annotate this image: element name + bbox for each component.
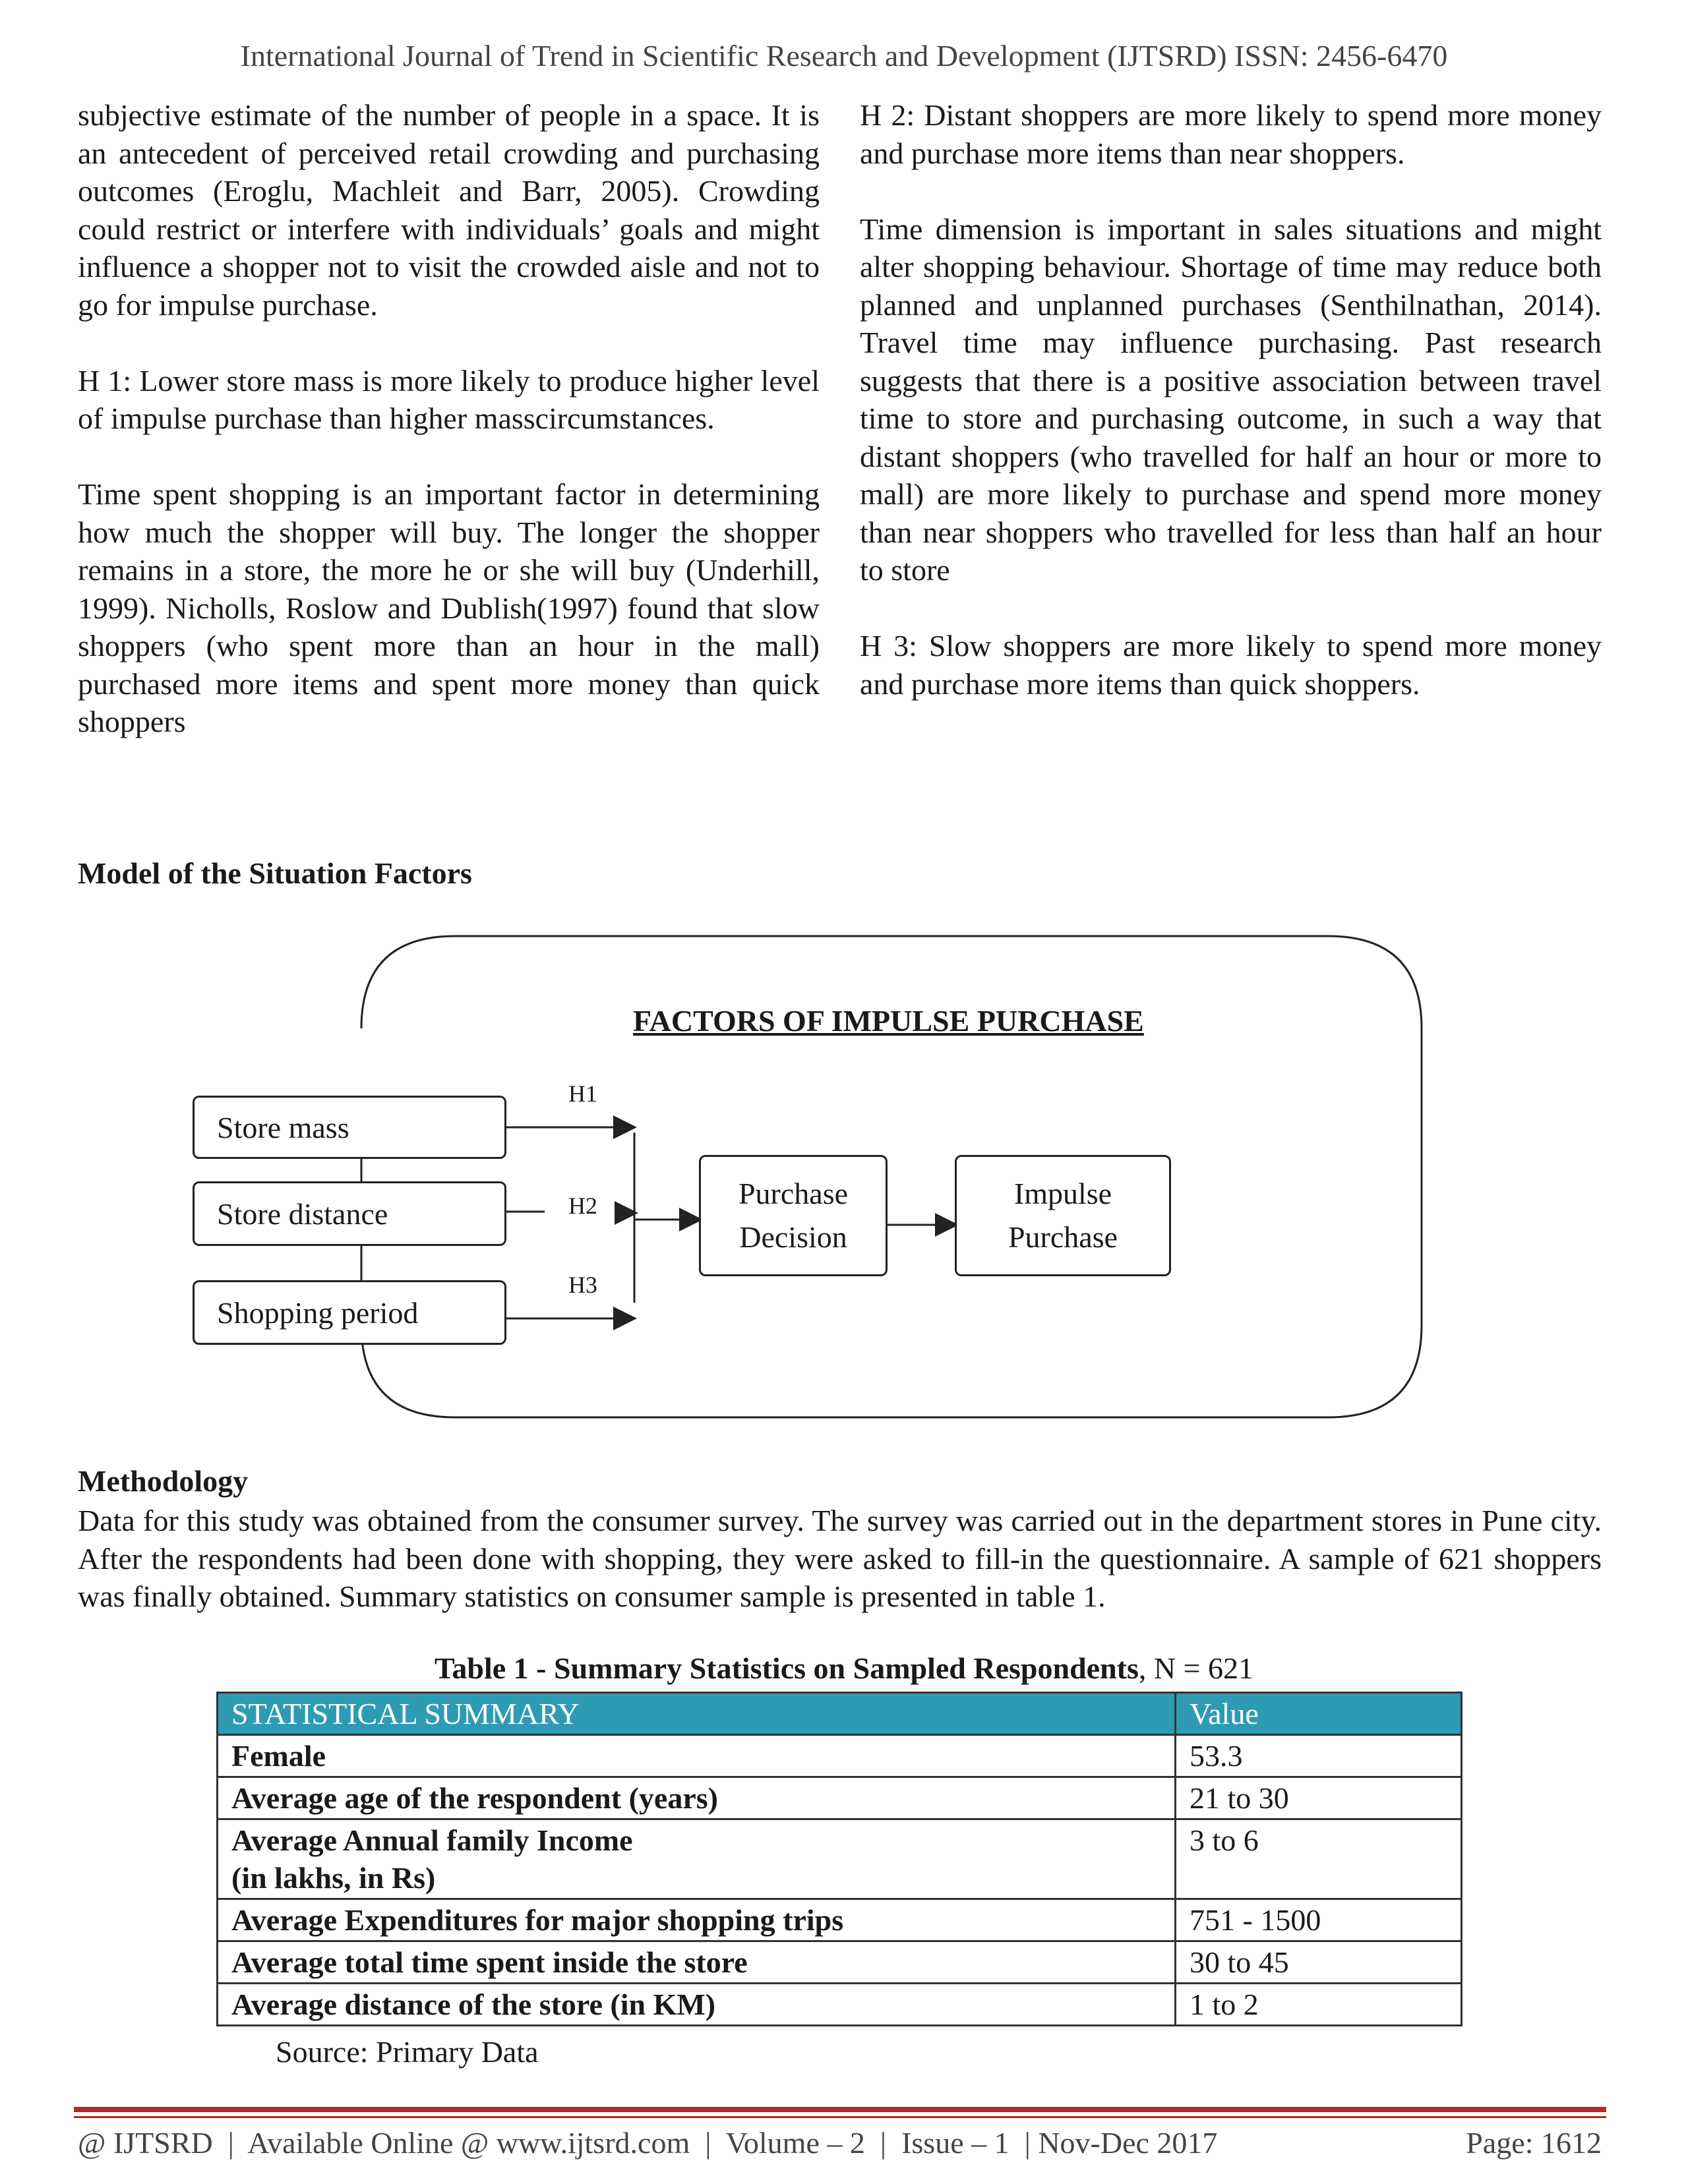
table-row [218,1819,1462,1899]
methodology-heading: Methodology [78,1464,249,1498]
table-row [218,1941,1462,1984]
row-value: 53.3 [1176,1735,1462,1777]
header-value: Value [1176,1693,1462,1735]
table-row [218,1735,1462,1777]
summary-statistics-table [216,1692,1462,2026]
row-label: Average age of the respondent (years) [218,1777,1176,1819]
hypothesis-2: H 2: Distant shoppers are more likely to spend more money and purchase more items than near shoppers. [860,98,1602,170]
h3-label: H3 [568,1272,597,1298]
factor-store-distance: Store distance [193,1181,506,1246]
row-label-line-1: Average Annual family Income [231,1823,633,1857]
paragraph-crowding: subjective estimate of the number of people in a space. It is an antecedent of perceived retail crowding and purchasing outcomes (Eroglu, Machleit and Barr, 2005). Crowding could restrict or interfere with individuals’ goals and might influence a shopper not to visit the crowded aisle and not to go for impulse purchase. [78,98,820,322]
methodology-text: Data for this study was obtained from the consumer survey. The survey was carried out in the department stores in Pune city. After the respondents had been done with shopping, they were asked to fill-in the questionnaire. A sample of 621 shoppers was finally obtained. Summary statistics on consumer sample is presented in table 1. [78,1504,1602,1613]
journal-header: International Journal of Trend in Scientific Research and Development (IJTSRD) ISSN: 2456-6470 [240,39,1448,73]
row-label: Female [218,1735,1176,1777]
outcome-line-1: Impulse [1013,1177,1112,1210]
outer-frame [361,936,1422,1417]
h1-label: H1 [568,1080,597,1107]
paragraph-time-spent: Time spent shopping is an important factor in determining how much the shopper will buy. The longer the shopper remains in a store, the more he or she will buy (Underhill, 1999). Nicholls, Roslow and Dublish(1997) found that slow shoppers (who spent more than an hour in the mall) purchased more items and spent more money than quick shoppers [78,477,820,738]
model-heading: Model of the Situation Factors [78,856,472,890]
table-row [218,1984,1462,2026]
footer-page-number: Page: 1612 [1466,2126,1602,2160]
footer-rule-thick [74,2107,1606,2112]
diagram-title: FACTORS OF IMPULSE PURCHASE [633,1004,1144,1038]
table-source: Source: Primary Data [276,2035,539,2069]
factor-store-mass: Store mass [193,1096,506,1159]
row-value: 1 to 2 [1176,1984,1462,2026]
h2-label: H2 [568,1193,597,1219]
footer-journal-info: @ IJTSRD | Available Online @ www.ijtsrd.com | Volume – 2 | Issue – 1 | Nov-Dec 2017 [78,2126,1218,2160]
left-column [78,96,820,779]
outcome-line-2: Purchase [1008,1220,1118,1254]
table-row [218,1777,1462,1819]
table-row [218,1899,1462,1941]
hypothesis-3: H 3: Slow shoppers are more likely to spend more money and purchase more items than quick shoppers. [860,629,1602,701]
purchase-decision-box [699,1155,888,1276]
footer-rule-thin [74,2116,1606,2118]
paragraph-time-dimension: Time dimension is important in sales situations and might alter shopping behaviour. Shortage of time may reduce both planned and unplanned purchases (Senthilnathan, 2014). Travel time may influence purchasing. Past research suggests that there is a positive association between travel time to store and purchasing outcome, in such a way that distant shoppers (who travelled for half an hour or more to mall) are more likely to purchase and spend more money than near shoppers who travelled for less than half an hour to store [860,212,1602,587]
table-header-row [218,1693,1462,1735]
hypothesis-1: H 1: Lower store mass is more likely to produce higher level of impulse purchase than higher masscircumstances. [78,363,820,435]
row-value: 21 to 30 [1176,1777,1462,1819]
row-label: Average distance of the store (in KM) [218,1984,1176,2026]
factor-shopping-period: Shopping period [193,1280,506,1345]
table-caption-n: , N = 621 [1138,1651,1254,1685]
row-label: Average total time spent inside the store [218,1941,1176,1984]
page-footer [78,2125,1602,2160]
header-statistical-summary: STATISTICAL SUMMARY [218,1693,1176,1735]
row-label: Average Expenditures for major shopping trips [218,1899,1176,1941]
row-label [218,1819,1176,1899]
decision-line-2: Decision [739,1220,847,1254]
row-value: 751 - 1500 [1176,1899,1462,1941]
right-column [860,96,1602,741]
row-value: 3 to 6 [1176,1819,1462,1899]
row-value: 30 to 45 [1176,1941,1462,1984]
decision-line-1: Purchase [738,1177,849,1210]
row-label-line-2: (in lakhs, in Rs) [231,1861,436,1895]
impulse-purchase-box [955,1155,1171,1276]
table-caption [0,1651,1688,1686]
table-caption-title: Table 1 - Summary Statistics on Sampled Respondents [434,1651,1139,1685]
